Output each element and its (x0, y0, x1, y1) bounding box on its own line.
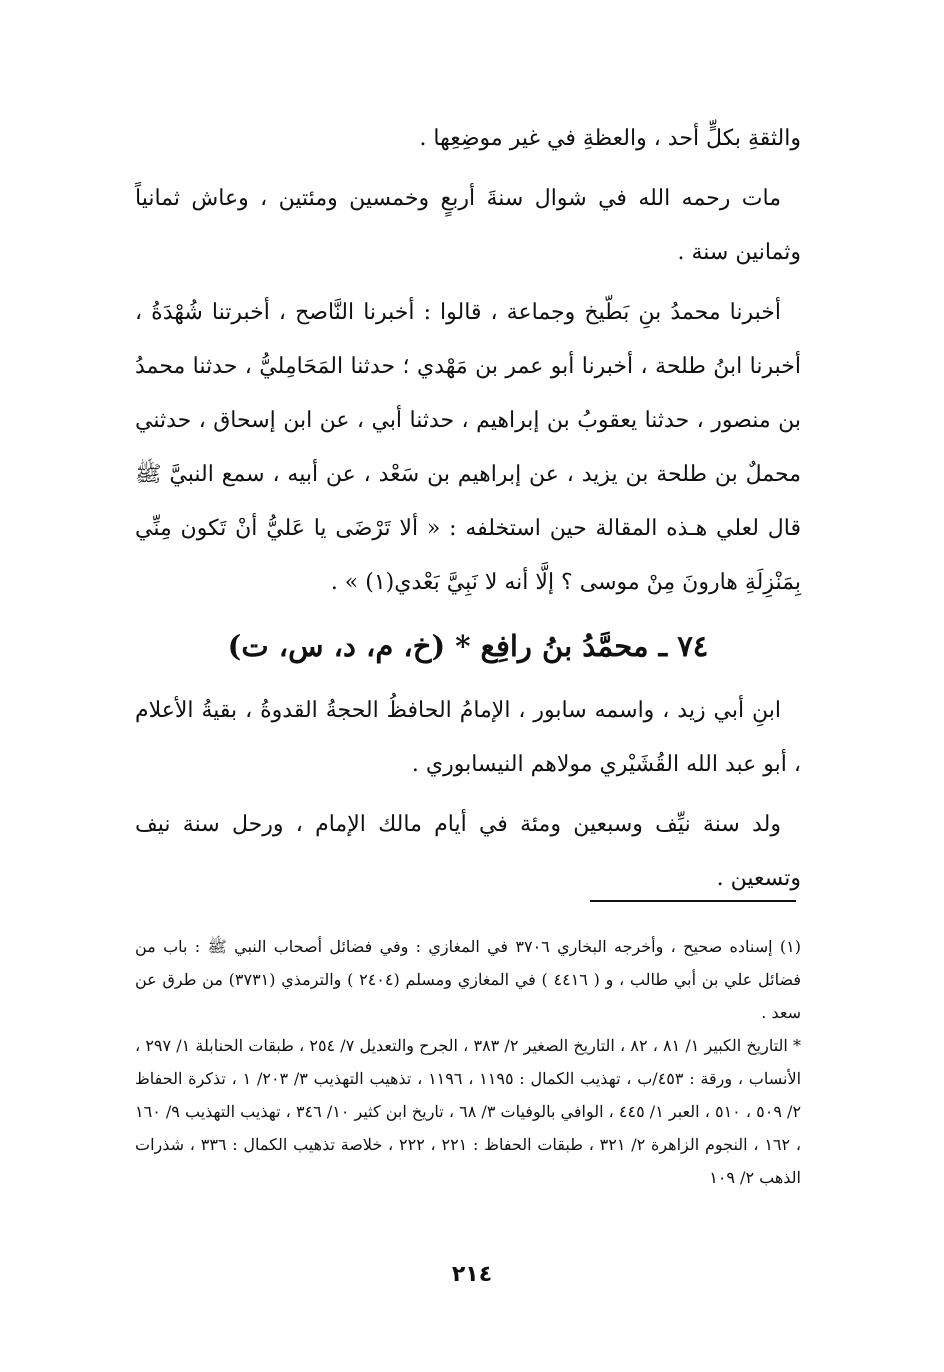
footnotes (135, 930, 801, 1194)
footnote-1: (١) إسناده صحيح ، وأخرجه البخاري ٣٧٠٦ في المغازي : وفي فضائل أصحاب النبي ﷺ : باب من فضائل علي بن أبي طالب ، و ( ٤٤١٦ ) في المغازي ومسلم (٢٤٠٤ ) والترمذي (٣٧٣١) من طرق عن سعد . (135, 937, 802, 1022)
paragraph-2: مات رحمه الله في شوال سنةَ أربعٍ وخمسين ومئتين ، وعاش ثمانياً وثمانين سنة . (135, 186, 801, 265)
entry-heading: ٧٤ ـ محمَّدُ بنُ رافِع * (خ، م، د، س، ت) (227, 629, 709, 663)
footnote-sources: * التاريخ الكبير ١/ ٨١ ، ٨٢ ، التاريخ الصغير ٢/ ٣٨٣ ، الجرح والتعديل ٧/ ٢٥٤ ، طبقات الحنابلة ١/ ٢٩٧ ، الأنساب ، ورقة : ٤٥٣/ب ، تهذيب الكمال : ١١٩٥ ، ١١٩٦ ، تذهيب التهذيب ٣/ ٢٠٣/ ١ ، تذكرة الحفاظ ٢/ ٥٠٩ ، ٥١٠ ، العبر ١/ ٤٤٥ ، الوافي بالوفيات ٣/ ٦٨ ، تاريخ ابن كثير ١٠/ ٣٤٦ ، تهذيب التهذيب ٩/ ١٦٠ ، ١٦٢ ، النجوم الزاهرة ٢/ ٣٢١ ، طبقات الحفاظ : ٢٢١ ، ٢٢٢ ، خلاصة تذهيب الكمال : ٣٣٦ ، شذرات الذهب ٢/ ١٠٩ (135, 1036, 802, 1187)
footnote-divider (590, 900, 796, 902)
main-text (135, 112, 801, 912)
paragraph-5: ولد سنة نيِّف وسبعين ومئة في أيام مالك الإمام ، ورحل سنة نيف وتسعين . (135, 812, 801, 891)
paragraph-3: أخبرنا محمدُ بنِ بَطّيخ وجماعة ، قالوا : أخبرنا النَّاصح ، أخبرتنا شُهْدَةُ ، أخبرنا ابنُ طلحة ، أخبرنا أبو عمر بن مَهْدي ؛ حدثنا المَحَامِليُّ ، حدثنا محمدُ بن منصور ، حدثنا يعقوبُ بن إبراهيم ، حدثنا أبي ، عن ابن إسحاق ، حدثني محملٌ بن طلحة بن يزيد ، عن إبراهيم بن سَعْد ، عن أبيه ، سمع النبيَّ ﷺ قال لعلي هـذه المقالة حين استخلفه : « ألا تَرْضَى يا عَليُّ أنْ تَكون مِنِّي بِمَنْزِلَةِ هارونَ مِنْ موسى ؟ إلَّا أنه لا نَبِيَّ بَعْدي(١) » . (135, 300, 801, 595)
paragraph-1: والثقةِ بكلٍّ أحد ، والعظةِ في غير موضِعِها . (419, 126, 801, 151)
page-number: ٢١٤ (451, 1262, 493, 1287)
paragraph-4: ابنِ أبي زيد ، واسمه سابور ، الإمامُ الحافظُ الحجةُ القدوةُ ، بقيةُ الأعلام ، أبو عبد الله القُشَيْري مولاهم النيسابوري . (135, 698, 801, 777)
